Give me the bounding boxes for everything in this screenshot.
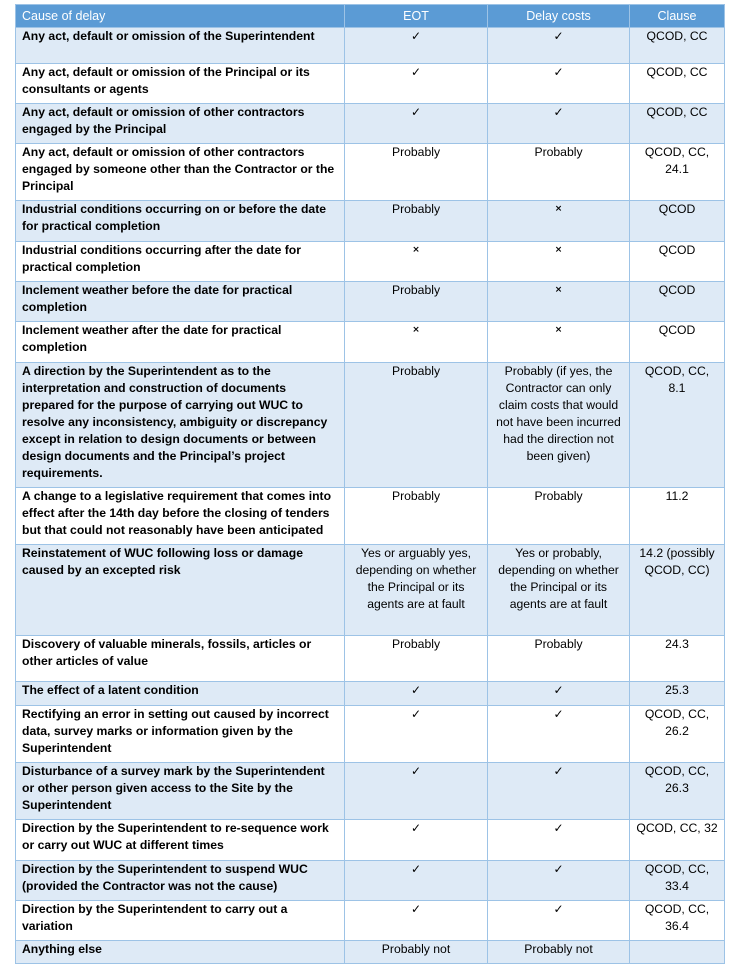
eot-cell: Probably: [345, 201, 488, 242]
eot-cell check-icon: ✓: [345, 901, 488, 941]
delay-costs-cell cross-icon: ×: [488, 242, 630, 282]
delay-costs-cell: Probably not: [488, 941, 630, 964]
cause-cell: Any act, default or omission of other contractors engaged by someone other than the Contractor or the Principal: [16, 144, 345, 201]
cause-cell: Direction by the Superintendent to carry out a variation: [16, 901, 345, 941]
clause-cell: 24.3: [630, 636, 725, 682]
delay-costs-cell check-icon: ✓: [488, 763, 630, 820]
eot-cell check-icon: ✓: [345, 861, 488, 901]
eot-cell cross-icon: ×: [345, 242, 488, 282]
clause-cell: QCOD, CC: [630, 28, 725, 64]
cause-cell: Direction by the Superintendent to suspend WUC (provided the Contractor was not the cause): [16, 861, 345, 901]
eot-cell: Probably: [345, 363, 488, 488]
cause-cell: Disturbance of a survey mark by the Superintendent or other person given access to the Site by the Superintendent: [16, 763, 345, 820]
table-row: [16, 242, 725, 282]
table-row: [16, 28, 725, 64]
clause-cell: QCOD, CC, 32: [630, 820, 725, 861]
clause-cell: QCOD, CC: [630, 104, 725, 144]
header-clause: Clause: [630, 5, 725, 28]
delay-costs-cell check-icon: ✓: [488, 861, 630, 901]
eot-cell check-icon: ✓: [345, 706, 488, 763]
clause-cell: [630, 941, 725, 964]
cause-cell: A direction by the Superintendent as to the interpretation and construction of documents prepared for the purpose of carrying out WUC to resolve any inconsistency, ambiguity or discrepancy except in relation to design documents or between design documents and the Principal’s project requirements.: [16, 363, 345, 488]
eot-cell: Yes or arguably yes, depending on whether the Principal or its agents are at fault: [345, 545, 488, 636]
eot-cell cross-icon: ×: [345, 322, 488, 363]
delay-costs-cell: Yes or probably, depending on whether the Principal or its agents are at fault: [488, 545, 630, 636]
delay-costs-cell: Probably: [488, 488, 630, 545]
delay-costs-cell check-icon: ✓: [488, 104, 630, 144]
cause-cell: Any act, default or omission of other contractors engaged by the Principal: [16, 104, 345, 144]
table-row: [16, 941, 725, 964]
cause-cell: Inclement weather before the date for practical completion: [16, 282, 345, 322]
cause-cell: Any act, default or omission of the Superintendent: [16, 28, 345, 64]
clause-cell: QCOD, CC, 8.1: [630, 363, 725, 488]
table-row: [16, 488, 725, 545]
delay-costs-cell check-icon: ✓: [488, 820, 630, 861]
table-row: [16, 201, 725, 242]
clause-cell: QCOD, CC, 36.4: [630, 901, 725, 941]
clause-cell: 11.2: [630, 488, 725, 545]
table-row: [16, 682, 725, 706]
table-row: [16, 636, 725, 682]
eot-cell: Probably not: [345, 941, 488, 964]
header-eot: EOT: [345, 5, 488, 28]
cause-cell: Discovery of valuable minerals, fossils, articles or other articles of value: [16, 636, 345, 682]
eot-cell: Probably: [345, 488, 488, 545]
table-row: [16, 322, 725, 363]
table-row: [16, 820, 725, 861]
table-row: [16, 104, 725, 144]
cause-cell: Anything else: [16, 941, 345, 964]
clause-cell: QCOD, CC, 33.4: [630, 861, 725, 901]
table-row: [16, 64, 725, 104]
clause-cell: QCOD: [630, 201, 725, 242]
cause-cell: Any act, default or omission of the Principal or its consultants or agents: [16, 64, 345, 104]
clause-cell: QCOD, CC, 26.2: [630, 706, 725, 763]
clause-cell: 14.2 (possibly QCOD, CC): [630, 545, 725, 636]
table-row: [16, 763, 725, 820]
table-row: [16, 706, 725, 763]
delay-costs-cell check-icon: ✓: [488, 64, 630, 104]
table-row: [16, 282, 725, 322]
delay-costs-cell: Probably: [488, 144, 630, 201]
delay-costs-cell check-icon: ✓: [488, 901, 630, 941]
delay-costs-cell cross-icon: ×: [488, 282, 630, 322]
header-delay-costs: Delay costs: [488, 5, 630, 28]
clause-cell: 25.3: [630, 682, 725, 706]
delay-causes-table: [15, 4, 725, 964]
eot-cell: Probably: [345, 636, 488, 682]
table-row: [16, 861, 725, 901]
eot-cell check-icon: ✓: [345, 104, 488, 144]
delay-costs-cell cross-icon: ×: [488, 201, 630, 242]
header-cause: Cause of delay: [16, 5, 345, 28]
cause-cell: Industrial conditions occurring on or before the date for practical completion: [16, 201, 345, 242]
table-row: [16, 545, 725, 636]
clause-cell: QCOD: [630, 242, 725, 282]
cause-cell: Reinstatement of WUC following loss or damage caused by an excepted risk: [16, 545, 345, 636]
delay-costs-cell check-icon: ✓: [488, 706, 630, 763]
table-row: [16, 363, 725, 488]
eot-cell check-icon: ✓: [345, 64, 488, 104]
delay-costs-cell: Probably (if yes, the Contractor can only claim costs that would not have been incurred had the direction not been given): [488, 363, 630, 488]
delay-costs-cell: Probably: [488, 636, 630, 682]
delay-costs-cell check-icon: ✓: [488, 682, 630, 706]
table-body: [16, 28, 725, 964]
cause-cell: Inclement weather after the date for practical completion: [16, 322, 345, 363]
eot-cell check-icon: ✓: [345, 763, 488, 820]
eot-cell check-icon: ✓: [345, 28, 488, 64]
eot-cell check-icon: ✓: [345, 682, 488, 706]
clause-cell: QCOD, CC, 26.3: [630, 763, 725, 820]
cause-cell: Industrial conditions occurring after the date for practical completion: [16, 242, 345, 282]
cause-cell: A change to a legislative requirement that comes into effect after the 14th day before the closing of tenders but that could not reasonably have been anticipated: [16, 488, 345, 545]
eot-cell: Probably: [345, 144, 488, 201]
delay-costs-cell cross-icon: ×: [488, 322, 630, 363]
clause-cell: QCOD: [630, 282, 725, 322]
cause-cell: The effect of a latent condition: [16, 682, 345, 706]
clause-cell: QCOD, CC, 24.1: [630, 144, 725, 201]
clause-cell: QCOD, CC: [630, 64, 725, 104]
table-row: [16, 144, 725, 201]
cause-cell: Direction by the Superintendent to re-sequence work or carry out WUC at different times: [16, 820, 345, 861]
delay-costs-cell check-icon: ✓: [488, 28, 630, 64]
eot-cell: Probably: [345, 282, 488, 322]
table-row: [16, 901, 725, 941]
cause-cell: Rectifying an error in setting out caused by incorrect data, survey marks or information given by the Superintendent: [16, 706, 345, 763]
clause-cell: QCOD: [630, 322, 725, 363]
eot-cell check-icon: ✓: [345, 820, 488, 861]
table-header-row: [16, 5, 725, 28]
